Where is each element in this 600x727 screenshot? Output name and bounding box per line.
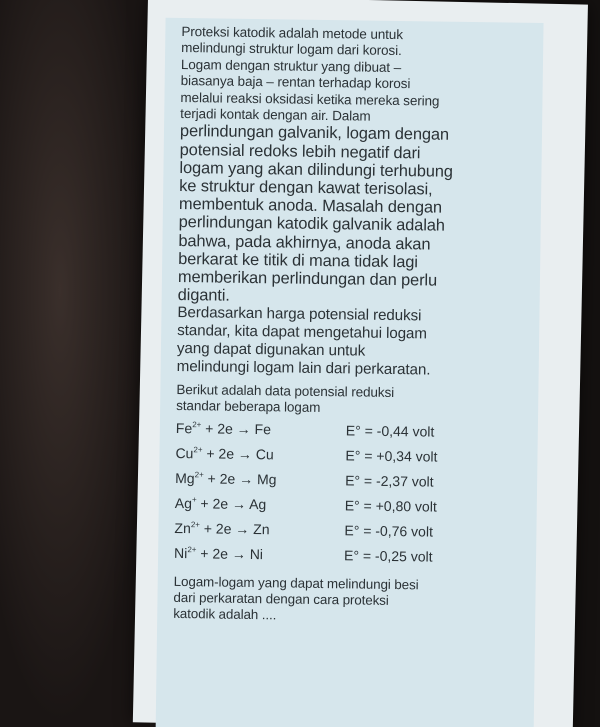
ion-symbol: Ni <box>173 545 188 562</box>
standard-potential: E° = -2,37 volt <box>345 472 434 491</box>
phone-frame <box>133 0 588 727</box>
text-line: dari perkaratan dengan cara proteksi <box>173 590 389 609</box>
ion-charge: + <box>191 495 197 505</box>
ion-charge: 2+ <box>194 470 204 480</box>
phone-screen <box>156 18 544 727</box>
text-line: membentuk anoda. Masalah dengan <box>178 195 443 217</box>
text-line: melalui reaksi oksidasi ketika mereka sering <box>180 89 440 109</box>
reaction-equation <box>175 495 345 513</box>
text-line: Berikut adalah data potensial reduksi <box>176 381 395 400</box>
text-line: standar beberapa logam <box>176 398 321 416</box>
standard-potential: E° = +0,34 volt <box>345 447 438 466</box>
text-line: biasanya baja – rentan terhadap korosi <box>180 73 411 92</box>
ion-symbol: Mg <box>175 470 195 487</box>
text-line: bahwa, pada akhirnya, anoda akan <box>178 231 431 254</box>
reaction-table <box>174 420 506 575</box>
text-line: melindungi struktur logam dari korosi. <box>181 40 402 59</box>
text-line: logam yang akan dilindungi terhubung <box>179 158 454 181</box>
reaction-equation <box>176 420 346 438</box>
text-line: Logam dengan struktur yang dibuat – <box>180 56 402 75</box>
background-shadow <box>0 0 150 727</box>
ion-symbol: Ag <box>174 495 193 512</box>
text-line: Proteksi katodik adalah metode untuk <box>181 23 404 43</box>
question-paragraph <box>177 304 528 380</box>
reaction-rest: + 2e → Ni <box>196 545 264 563</box>
ion-charge: 2+ <box>192 420 202 430</box>
reaction-rest: + 2e → Cu <box>202 445 274 463</box>
galvanic-paragraph <box>178 122 531 309</box>
text-line: berkarat ke titik di mana tidak lagi <box>178 249 418 272</box>
text-line: yang dapat digunakan untuk <box>176 340 366 360</box>
reaction-rest: + 2e → Zn <box>199 520 270 538</box>
text-line: Logam-logam yang dapat melindungi besi <box>173 574 419 593</box>
reaction-rest: + 2e → Ag <box>196 495 267 513</box>
standard-potential: E° = -0,44 volt <box>345 422 435 441</box>
reaction-equation <box>174 545 344 563</box>
ion-symbol: Cu <box>175 445 194 462</box>
standard-potential: E° = -0,76 volt <box>344 522 434 541</box>
closing-question <box>173 574 524 627</box>
ion-charge: 2+ <box>190 520 201 530</box>
reaction-equation <box>175 445 345 463</box>
standard-potential: E° = -0,25 volt <box>343 547 433 566</box>
ion-symbol: Zn <box>174 520 191 537</box>
text-line: terjadi kontak dengan air. Dalam <box>180 106 371 124</box>
text-line: diganti. <box>177 286 230 305</box>
data-intro-paragraph <box>176 382 526 420</box>
text-line: perlindungan galvanik, logam dengan <box>179 122 450 145</box>
text-line: katodik adalah .... <box>173 606 277 623</box>
reaction-row <box>174 545 504 575</box>
standard-potential: E° = +0,80 volt <box>344 497 437 516</box>
text-line: memberikan perlindungan dan perlu <box>177 268 438 290</box>
text-line: potensial redoks lebih negatif dari <box>179 140 421 162</box>
intro-paragraph <box>180 24 531 127</box>
ion-charge: 2+ <box>187 545 197 555</box>
reaction-rest: + 2e → Mg <box>203 470 277 488</box>
document-body <box>173 24 531 627</box>
text-line: ke struktur dengan kawat terisolasi, <box>179 177 433 199</box>
text-line: Berdasarkan harga potensial reduksi <box>177 304 422 325</box>
text-line: melindungi logam lain dari perkaratan. <box>176 357 431 379</box>
reaction-rest: + 2e → Fe <box>201 420 272 438</box>
ion-charge: 2+ <box>193 445 203 455</box>
reaction-equation <box>174 520 344 538</box>
reaction-equation <box>175 470 345 488</box>
text-line: perlindungan katodik galvanik adalah <box>178 213 445 236</box>
ion-symbol: Fe <box>175 420 193 437</box>
text-line: standar, kita dapat mengetahui logam <box>177 322 428 343</box>
